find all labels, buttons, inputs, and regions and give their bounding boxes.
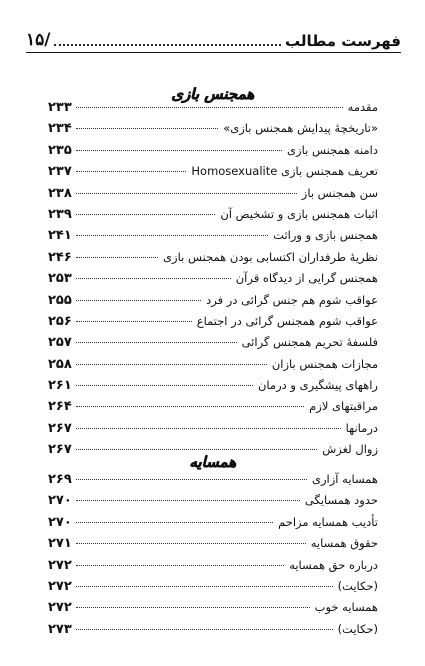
toc-entry-title: زوال لغزش: [322, 442, 378, 457]
toc-entry-page: ۲۵۷: [48, 335, 72, 351]
toc-entry-page: ۲۳۵: [48, 142, 72, 158]
toc-entry-page: ۲۳۹: [48, 206, 72, 222]
toc-entry-page: ۲۳۸: [48, 185, 72, 201]
toc-entry-title: نظریهٔ طرفداران اکتسابی بودن همجنس بازی: [163, 249, 378, 264]
toc-entry-page: ۲۶۱: [48, 378, 72, 394]
dot-leader: [76, 500, 300, 501]
dot-leader: [76, 428, 341, 429]
toc-entry-title: سن همجنس باز: [301, 185, 378, 200]
dot-leader: [76, 565, 284, 566]
dot-leader: [76, 479, 307, 480]
toc-entry: [48, 100, 378, 121]
toc-entry: [48, 378, 378, 399]
dot-leader: [76, 321, 192, 322]
toc-entry-title: اثبات همجنس بازی و تشخیص آن: [220, 206, 378, 221]
toc-entry-page: ۲۳۷: [48, 164, 72, 180]
dot-leader: [76, 406, 304, 407]
toc-entry-page: ۲۷۱: [48, 536, 72, 552]
toc-entry-title: مجازات همجنس بازان: [271, 356, 378, 371]
toc-entry: [48, 421, 378, 442]
dot-leader: [76, 629, 333, 630]
toc-entry-title: حدود همسایگی: [304, 493, 378, 508]
toc-entry-page: ۲۴۶: [48, 249, 72, 265]
toc-list: [48, 100, 378, 464]
toc-entry: [48, 558, 378, 579]
dot-leader: [76, 128, 218, 129]
header-dot-leader: [54, 44, 281, 46]
dot-leader: [76, 235, 268, 236]
toc-entry-title: درمانها: [345, 420, 378, 435]
dot-leader: [76, 150, 282, 151]
header-page-number: /۱۵: [26, 30, 51, 50]
section-heading: همسایه: [189, 453, 236, 471]
toc-entry: [48, 600, 378, 621]
dot-leader: [76, 385, 253, 386]
toc-entry-title: فلسفهٔ تحریم همجنس گرائی: [241, 335, 378, 350]
toc-entry-page: ۲۷۲: [48, 578, 72, 594]
toc-entry: [48, 271, 378, 292]
toc-entry-page: ۲۳۳: [48, 100, 72, 115]
dot-leader: [76, 193, 297, 194]
toc-entry-title: عواقب شوم هم جنس گرائی در فرد: [206, 292, 378, 307]
toc-entry-page: ۲۷۲: [48, 557, 72, 573]
toc-entry: [48, 622, 378, 643]
toc-entry-title: مقدمه: [347, 100, 378, 114]
toc-entry-page: ۲۴۱: [48, 228, 72, 244]
toc-entry-page: ۲۶۷: [48, 442, 72, 458]
toc-entry-title: درباره حق همسایه: [289, 557, 378, 572]
toc-entry-page: ۲۶۴: [48, 399, 72, 415]
header-rule: [26, 52, 401, 53]
dot-leader: [76, 543, 306, 544]
dot-leader: [76, 449, 317, 450]
toc-entry-title: (حکایت): [337, 578, 378, 593]
toc-entry: [48, 164, 378, 185]
toc-entry: [48, 357, 378, 378]
toc-entry-title: (حکایت): [337, 621, 378, 636]
toc-entry: [48, 143, 378, 164]
toc-entry-page: ۲۶۷: [48, 420, 72, 436]
toc-entry-title: عواقب شوم همجنس گرائی در اجتماع: [196, 313, 378, 328]
dot-leader: [76, 278, 231, 279]
toc-entry-title: تأدیب همسایه مزاحم: [278, 514, 378, 529]
toc-entry-page: ۲۷۲: [48, 600, 72, 616]
toc-entry-page: ۲۵۳: [48, 271, 72, 287]
toc-entry-page: ۲۷۰: [48, 493, 72, 509]
dot-leader: [76, 171, 186, 172]
toc-entry: [48, 228, 378, 249]
toc-entry-page: ۲۳۴: [48, 121, 72, 137]
dot-leader: [76, 257, 158, 258]
toc-entry: [48, 536, 378, 557]
toc-entry-title: همسایه آزاری: [312, 472, 378, 486]
dot-leader: [76, 342, 237, 343]
toc-entry: [48, 186, 378, 207]
header-title: فهرست مطالب: [285, 32, 401, 50]
toc-entry: [48, 207, 378, 228]
dot-leader: [76, 364, 267, 365]
toc-entry: [48, 314, 378, 335]
toc-entry: [48, 472, 378, 493]
toc-entry-title: همجنس گرایی از دیدگاه قرآن: [235, 271, 378, 286]
toc-entry: [48, 250, 378, 271]
dot-leader: [76, 300, 201, 301]
toc-entry: [48, 335, 378, 356]
toc-entry-page: ۲۷۰: [48, 514, 72, 530]
running-header: [26, 30, 401, 50]
dot-leader: [76, 214, 215, 215]
toc-entry: [48, 493, 378, 514]
toc-entry: [48, 399, 378, 420]
section-heading: همجنس بازی: [171, 85, 254, 103]
toc-entry-title: تعریف همجنس بازی Homosexualite: [191, 164, 378, 179]
toc-entry: [48, 293, 378, 314]
toc-entry-page: ۲۵۸: [48, 356, 72, 372]
toc-entry-title: همجنس بازی و وراثت: [273, 228, 378, 243]
toc-entry-title: حقوق همسایه: [310, 536, 378, 551]
toc-list: [48, 472, 378, 643]
toc-entry-page: ۲۵۶: [48, 313, 72, 329]
dot-leader: [76, 607, 310, 608]
toc-entry: [48, 579, 378, 600]
dot-leader: [76, 107, 343, 108]
toc-entry-page: ۲۷۳: [48, 621, 72, 637]
toc-entry-page: ۲۶۹: [48, 472, 72, 487]
toc-entry-title: راههای پیشگیری و درمان: [257, 378, 378, 393]
toc-entry-page: ۲۵۵: [48, 292, 72, 308]
toc-entry: [48, 121, 378, 142]
toc-entry-title: مراقبتهای لازم: [309, 399, 378, 414]
dot-leader: [76, 586, 333, 587]
toc-entry: [48, 515, 378, 536]
toc-entry-title: «تاریخچهٔ پیدایش همجنس بازی»: [223, 121, 378, 136]
toc-entry-title: دامنه همجنس بازی: [287, 142, 378, 157]
dot-leader: [76, 522, 273, 523]
toc-entry-title: همسایه خوب: [314, 600, 378, 615]
